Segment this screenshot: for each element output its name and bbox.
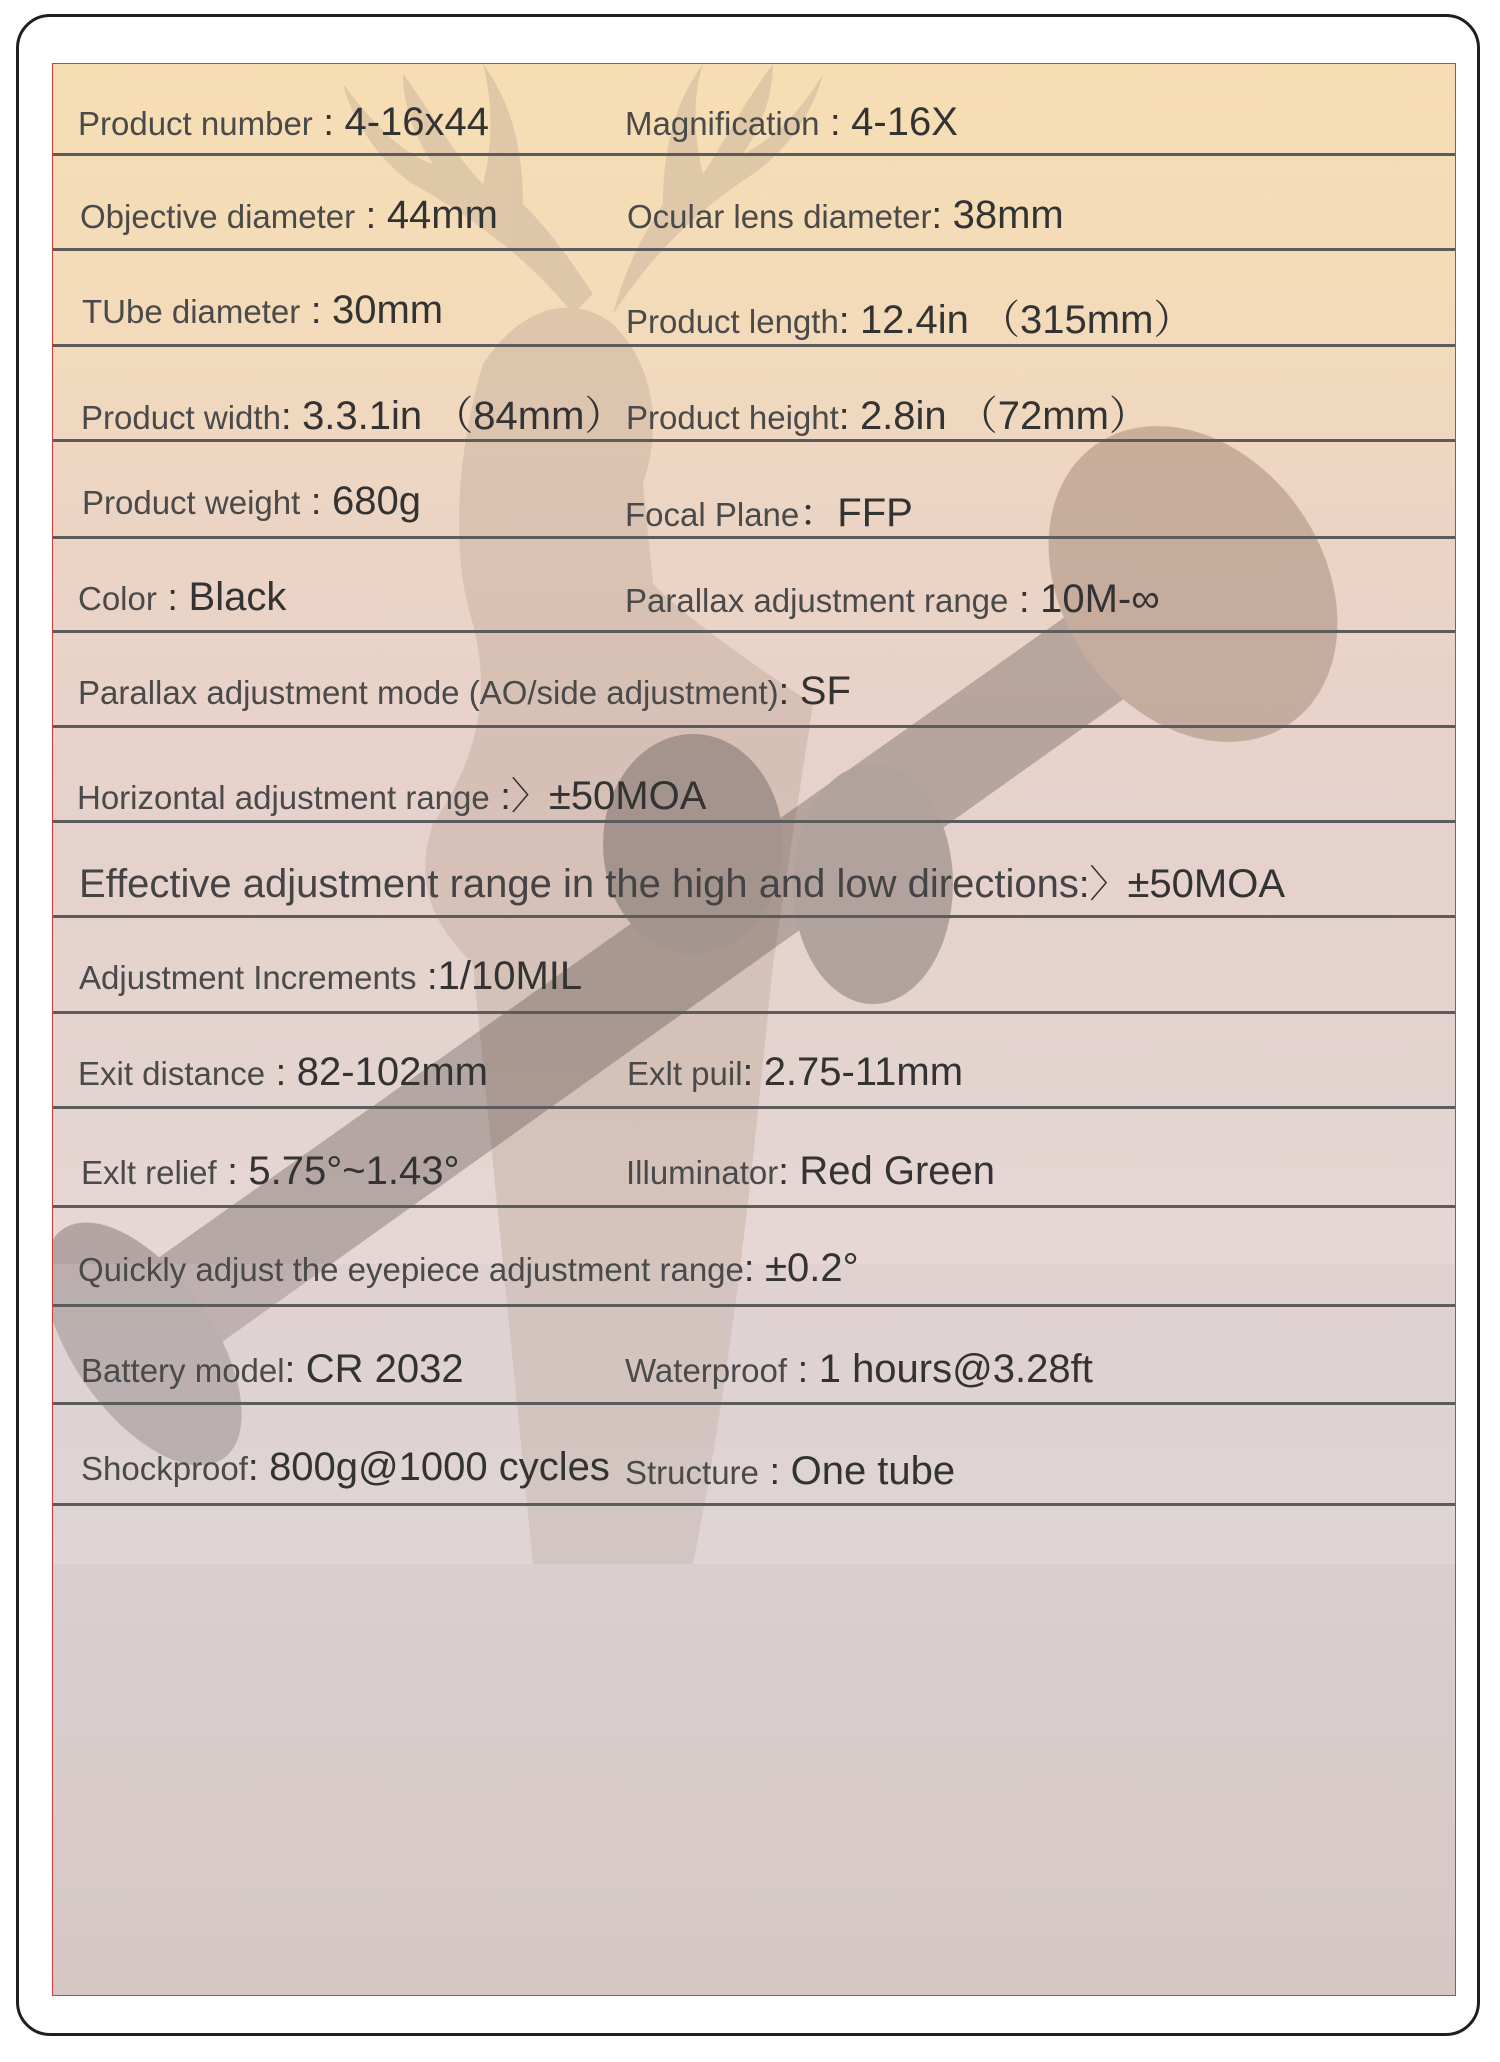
spec-label: Focal Plane bbox=[625, 496, 800, 533]
spec-separator: : bbox=[280, 396, 303, 438]
spec-value: 800g@1000 cycles bbox=[269, 1445, 610, 1489]
spec-value: Red Green bbox=[799, 1149, 996, 1193]
spec-row-4 bbox=[53, 347, 1455, 442]
spec-label: Battery model bbox=[81, 1352, 285, 1389]
spec-separator: : bbox=[1008, 579, 1041, 621]
spec-separator: :〉 bbox=[1078, 864, 1128, 906]
spec-label: Product width bbox=[81, 399, 281, 436]
spec-value: ±50MOA bbox=[1127, 862, 1285, 906]
spec-value: 38mm bbox=[952, 193, 1064, 237]
spec-row-1 bbox=[53, 64, 1455, 156]
spec-magnification bbox=[625, 100, 958, 145]
spec-label: Horizontal adjustment range bbox=[77, 779, 490, 816]
spec-value: 680g bbox=[331, 479, 421, 523]
spec-label: Illuminator bbox=[626, 1154, 779, 1191]
spec-adjustment-increments bbox=[79, 954, 582, 999]
spec-label: Product length bbox=[626, 303, 839, 340]
spec-label: Ocular lens diameter bbox=[627, 198, 932, 235]
spec-product-height bbox=[626, 384, 1149, 441]
spec-structure bbox=[625, 1449, 955, 1494]
spec-label: Color bbox=[78, 580, 157, 617]
spec-label: Parallax adjustment mode (AO/side adjustment) bbox=[78, 674, 779, 711]
spec-label: Product height bbox=[626, 399, 839, 436]
spec-value: FFP bbox=[837, 491, 913, 535]
spec-separator: : bbox=[416, 956, 438, 998]
spec-tube-diameter bbox=[82, 288, 443, 333]
spec-row-14 bbox=[53, 1307, 1455, 1405]
spec-label: Exlt relief bbox=[81, 1154, 217, 1191]
spec-label: Parallax adjustment range bbox=[625, 582, 1009, 619]
spec-row-2 bbox=[53, 156, 1455, 251]
spec-label: Adjustment Increments bbox=[79, 959, 417, 996]
spec-separator: ： bbox=[799, 493, 838, 535]
spec-row-9 bbox=[53, 823, 1455, 918]
spec-separator: : bbox=[758, 1451, 791, 1493]
spec-separator: : bbox=[819, 102, 852, 144]
spec-separator: : bbox=[355, 195, 387, 237]
spec-value: 12.4in （315mm） bbox=[859, 298, 1194, 342]
spec-value: 44mm bbox=[386, 193, 498, 237]
spec-value: 82-102mm bbox=[296, 1050, 488, 1094]
spec-illuminator bbox=[626, 1149, 995, 1194]
spec-separator: : bbox=[265, 1052, 297, 1094]
spec-row-13 bbox=[53, 1208, 1455, 1307]
spec-row-11 bbox=[53, 1014, 1455, 1109]
spec-exit-distance bbox=[78, 1050, 488, 1095]
spec-row-3 bbox=[53, 251, 1455, 347]
spec-label: Waterproof bbox=[625, 1352, 788, 1389]
spec-label: Structure bbox=[625, 1454, 759, 1491]
spec-battery-model bbox=[81, 1347, 464, 1392]
spec-value: Black bbox=[188, 575, 287, 619]
spec-label: TUbe diameter bbox=[82, 293, 301, 330]
spec-separator: : bbox=[778, 671, 800, 713]
spec-row-8 bbox=[53, 728, 1455, 823]
spec-separator: : bbox=[743, 1248, 766, 1290]
spec-row-12 bbox=[53, 1109, 1455, 1208]
spec-label: Exlt puil bbox=[627, 1055, 743, 1092]
spec-product-weight bbox=[82, 479, 421, 524]
spec-label: Effective adjustment range in the high and low directions bbox=[79, 862, 1079, 906]
spec-separator: : bbox=[787, 1349, 819, 1391]
spec-separator: : bbox=[284, 1349, 306, 1391]
spec-color bbox=[78, 575, 286, 620]
spec-value: ±0.2° bbox=[765, 1246, 859, 1290]
spec-value: 2.8in （72mm） bbox=[859, 394, 1149, 438]
spec-waterproof bbox=[625, 1347, 1093, 1392]
spec-value: 1/10MIL bbox=[437, 954, 583, 998]
spec-value: 4-16x44 bbox=[344, 100, 490, 144]
spec-eyepiece-range bbox=[78, 1246, 859, 1291]
spec-exit-pupil bbox=[627, 1050, 963, 1095]
spec-value: 30mm bbox=[331, 288, 444, 332]
spec-ocular-lens-diameter bbox=[627, 193, 1064, 238]
spec-separator: : bbox=[838, 396, 860, 438]
spec-separator: : bbox=[300, 481, 332, 523]
spec-value: 1 hours@3.28ft bbox=[818, 1347, 1093, 1391]
spec-row-6 bbox=[53, 539, 1455, 633]
spec-value: SF bbox=[799, 669, 851, 713]
spec-sheet bbox=[52, 63, 1456, 1996]
spec-value: 2.75-11mm bbox=[763, 1050, 964, 1094]
spec-separator: : bbox=[931, 195, 953, 237]
spec-label: Shockproof bbox=[81, 1450, 248, 1487]
spec-separator: : bbox=[838, 300, 860, 342]
spec-row-15 bbox=[53, 1405, 1455, 1506]
spec-product-width bbox=[81, 384, 624, 441]
spec-row-10 bbox=[53, 918, 1455, 1014]
spec-rows bbox=[53, 64, 1455, 1995]
spec-label: Objective diameter bbox=[80, 198, 356, 235]
spec-value: ±50MOA bbox=[548, 774, 707, 818]
spec-separator: : bbox=[247, 1447, 270, 1489]
spec-horizontal-range bbox=[77, 765, 706, 820]
spec-separator: : bbox=[778, 1151, 800, 1193]
spec-focal-plane bbox=[625, 482, 913, 537]
spec-separator: :〉 bbox=[489, 776, 549, 818]
spec-label: Exit distance bbox=[78, 1055, 266, 1092]
spec-separator: : bbox=[216, 1151, 249, 1193]
spec-value: One tube bbox=[790, 1449, 956, 1493]
spec-elevation-range bbox=[79, 853, 1285, 908]
spec-exit-relief bbox=[81, 1149, 459, 1194]
spec-row-7 bbox=[53, 633, 1455, 728]
spec-label: Product number bbox=[78, 105, 313, 142]
spec-value: 3.3.1in （84mm） bbox=[302, 394, 625, 438]
spec-label: Product weight bbox=[82, 484, 301, 521]
spec-row-5 bbox=[53, 442, 1455, 539]
spec-value: 4-16X bbox=[851, 100, 958, 144]
spec-objective-diameter bbox=[80, 193, 498, 238]
spec-separator: : bbox=[742, 1052, 764, 1094]
spec-separator: : bbox=[156, 577, 189, 619]
spec-value: 5.75°~1.43° bbox=[248, 1149, 460, 1193]
spec-shockproof bbox=[81, 1445, 610, 1490]
spec-value: 10M-∞ bbox=[1040, 577, 1160, 621]
spec-label: Magnification bbox=[625, 105, 820, 142]
spec-parallax-range bbox=[625, 577, 1160, 622]
spec-label: Quickly adjust the eyepiece adjustment range bbox=[78, 1251, 744, 1288]
spec-value: CR 2032 bbox=[305, 1347, 464, 1391]
spec-separator: : bbox=[312, 102, 345, 144]
spec-parallax-mode bbox=[78, 669, 851, 714]
spec-product-number bbox=[78, 100, 489, 145]
spec-separator: : bbox=[300, 290, 332, 332]
spec-product-length bbox=[626, 288, 1193, 345]
